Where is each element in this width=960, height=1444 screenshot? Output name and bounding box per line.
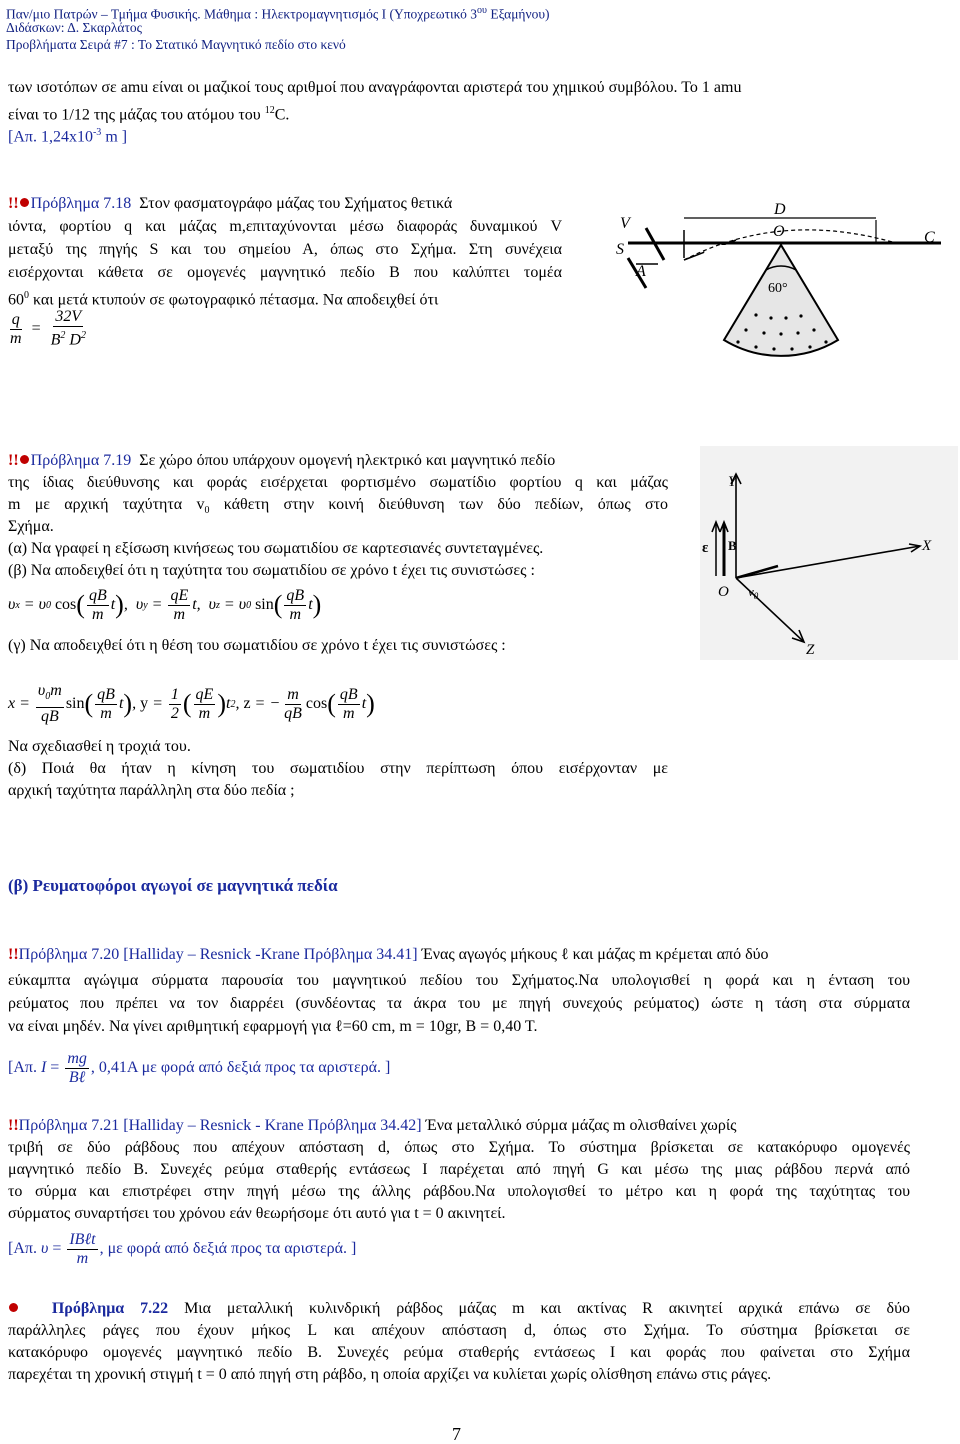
problem-7-19-line-4: Σχήμα.	[8, 518, 54, 535]
label-a: A	[636, 263, 646, 280]
bullet-icon	[20, 455, 29, 464]
section-b-heading: (β) Ρευματοφόροι αγωγοί σε μαγνητικά πεδία	[8, 876, 338, 895]
header-line-3: Προβλήματα Σειρά #7 : Το Στατικό Μαγνητικό πεδίο στο κενό	[6, 37, 346, 52]
label-d: D	[774, 201, 786, 218]
bullet-icon	[20, 198, 29, 207]
page-number: 7	[452, 1424, 461, 1444]
bullet-icon	[9, 1303, 18, 1312]
header-line-2: Διδάσκων: Δ. Σκαρλάτος	[6, 20, 143, 35]
problem-7-20-line-3: ρεύματος που πρέπει να τον διαρρέει (συνδέοντας τα άκρα του με πηγή συνεχούς ρεύματος) ώστε η τάση στα σύρματα	[8, 995, 910, 1012]
problem-7-21-line-4: το σύρμα και επιστρέφει στην πηγή μέσω της άλλης ράβδου.Να υπολογισθεί το μέτρο και η φορά της ταχύτητας του	[8, 1183, 910, 1200]
problem-7-21-answer: [Απ. υ = $\frac{\text{IBℓt}}{m}$ , με φορά από δεξιά προς τα αριστερά. ]	[8, 1230, 357, 1267]
problem-7-20-line-1: !!Πρόβλημα 7.20 [Halliday – Resnick -Krane Πρόβλημα 34.41] Ένας αγωγός μήκους ℓ και μάζας m κρέμεται από δύο	[8, 946, 769, 963]
problem-7-18-line-5: $60^0$ και μετά κτυπούν σε φωτογραφικό πέτασμα. Να αποδειχθεί ότι	[8, 290, 439, 309]
problem-7-20-line-2: εύκαμπτα αγώγιμα σύρματα παρουσία του μαγνητικού πεδίου του Σχήματος.Να υπολογισθεί η φορά και η ένταση του	[8, 972, 910, 989]
label-v0: $v_0$	[748, 584, 759, 601]
label-x: X	[922, 538, 932, 554]
problem-7-20-answer: [Απ. I = $\frac{mg}{\text{Bℓ}}$ , 0,41Α με φορά από δεξιά προς τα αριστερά. ]	[8, 1049, 391, 1086]
problem-7-19-title: Πρόβλημα 7.19	[30, 452, 132, 469]
problem-7-18-line-4: εισέρχονται κάθετα σε ομογενές μαγνητικό πεδίο Β που καλύπτει τομέα	[8, 264, 562, 281]
header-line-1: Παν/μιο Πατρών – Τμήμα Φυσικής. Μάθημα : Ηλεκτρομαγνητισμός Ι (Υποχρεωτικό $3^{o\upsilon}$ Εξαμήνου)	[6, 5, 550, 22]
problem-7-19-part-a: (α) Να γραφεί η εξίσωση κινήσεως του σωματιδίου σε καρτεσιανές συντεταγμένες.	[8, 540, 544, 557]
label-o: O	[773, 223, 785, 240]
intro-line-2: είναι το 1/12 της μάζας του ατόμου του $^{12}$C.	[8, 105, 290, 124]
formula-q-over-m: $\frac{q}{m}$ = $\frac{32V}{B^2 D^2}$	[10, 308, 86, 349]
problem-7-18-title: Πρόβλημα 7.18	[30, 195, 132, 212]
problem-7-21-line-5: σύρματος συναρτήσει του χρόνου εάν θεωρήσομε ότι αυτό για t = 0 ακινητεί.	[8, 1205, 506, 1222]
problem-7-19-line-3: m με αρχική ταχύτητα $v_0$ κάθετη στην κοινή διεύθυνση των δύο πεδίων, όπως στο	[8, 496, 668, 517]
problem-7-19-part-b: (β) Να αποδειχθεί ότι η ταχύτητα του σωματιδίου σε χρόνο t έχει τις συνιστώσες :	[8, 562, 535, 579]
problem-7-22-line-4: παρεχέται τη χρονική στιγμή t = 0 από πηγή στη ράβδο, η οποία αρχίζει να κυλίεται χωρίς ολίσθηση επάνω στις ράγες.	[8, 1366, 772, 1383]
axes-figure	[700, 446, 958, 660]
problem-7-21-line-3: μαγνητικό πεδίο Β. Συνεχές ρεύμα σταθερής εντάσεως I παρέχεται από πηγή G και μέσω της μιας ράβδου περνά από	[8, 1161, 910, 1178]
problem-7-19-part-d-1: (δ) Ποιά θα ήταν η κίνηση του σωματιδίου στην περίπτωση όπου εισέρχονταν με	[8, 760, 668, 777]
problem-7-22-line-2: παράλληλες ράγες που έχουν μήκος L και απέχουν απόσταση d, όπως στο Σχήμα. Το σύστημα βρίσκεται σε	[8, 1322, 910, 1339]
label-b-field: Β	[728, 538, 737, 553]
problem-7-18-line-1: !! Πρόβλημα 7.18 Στον φασματογράφο μάζας του Σχήματος θετικά	[8, 195, 453, 212]
problem-7-22-title: Πρόβλημα 7.22	[51, 1300, 169, 1317]
intro-answer: [Απ. $1,24x10^{-3}$ m ]	[8, 127, 128, 146]
label-y: Y	[728, 474, 737, 490]
problem-7-18-line-3: μεταξύ της πηγής S και του σημείου Α, όπως στο Σχήμα. Στη συνέχεια	[8, 241, 562, 258]
mass-spectrograph-figure	[606, 190, 958, 375]
problem-7-19-part-c: (γ) Να αποδειχθεί ότι η θέση του σωματιδίου σε χρόνο t έχει τις συνιστώσες :	[8, 637, 506, 654]
problem-7-21-line-2: τριβή σε δύο ράβδους που απέχουν απόσταση d, όπως στο Σχήμα. Το σύστημα βρίσκεται σε κατακόρυφο ομογενές	[8, 1139, 910, 1156]
problem-7-20-title: Πρόβλημα 7.20	[18, 946, 120, 963]
problem-7-19-trajectory: Να σχεδιασθεί η τροχιά του.	[8, 738, 191, 755]
label-o: O	[718, 584, 729, 600]
label-z: Z	[806, 642, 815, 658]
problem-7-19-line-1: !! Πρόβλημα 7.19 Σε χώρο όπου υπάρχουν ομογενή ηλεκτρικό και μαγνητικό πεδίο	[8, 452, 556, 469]
problem-7-21-line-1: !!Πρόβλημα 7.21 [Halliday – Resnick - Krane Πρόβλημα 34.42] Ένα μεταλλικό σύρμα μάζας m ολισθαίνει χωρίς	[8, 1117, 737, 1134]
problem-7-18-line-2: ιόντα, φορτίου q και μάζας m,επιταχύνονται μέσω διαφοράς δυναμικού V	[8, 218, 562, 235]
problem-7-21-title: Πρόβλημα 7.21	[18, 1117, 120, 1134]
position-components-formula: x = $\frac{\upsilon_0m}{qB}$ sin ( $\frac{qB}{m}$ t ) , y = $\frac{1}{2}$ ( $\frac{qE}{m}$ ) t 2 , z = − $\frac{m}{qB}$ cos ( $\frac{qB}{m}$ t )	[8, 682, 375, 725]
label-s: S	[616, 241, 624, 258]
problem-7-22-line-1: Πρόβλημα 7.22 Μια μεταλλική κυλινδρική ράβδος μάζας m και ακτίνας R ακινητεί αρχικά επάνω σε δύο	[8, 1299, 910, 1319]
problem-7-19-line-2: της ίδιας διεύθυνσης και φοράς εισέρχεται φορτισμένο σωματίδιο φορτίου q και μάζας	[8, 474, 668, 491]
label-v: V	[620, 215, 630, 232]
label-c: C	[924, 229, 935, 246]
label-angle: 60°	[768, 281, 788, 296]
problem-7-20-line-4: να είναι μηδέν. Να γίνει αριθμητική εφαρμογή για ℓ=60 cm, m = 10gr, B = 0,40 T.	[8, 1018, 538, 1035]
problem-7-22-line-3: κατακόρυφο ομογενές μαγνητικό πεδίο Β. Συνεχές ρεύμα σταθερής εντάσεως I και φοράς που φαίνεται στο Σχήμα	[8, 1344, 910, 1361]
intro-line-1: των ισοτόπων σε amu είναι οι μαζικοί τους αριθμοί που αναγράφονται αριστερά του χημικού συμβόλου. Το 1 amu	[8, 79, 742, 96]
velocity-components-formula: υ x = υ 0 cos ( $\frac{qB}{m}$ t ) , υ y = $\frac{qE}{m}$ t , υ z = υ 0 sin ( $\frac{qB}{m}$ t )	[8, 586, 322, 623]
problem-7-19-part-d-2: αρχική ταχύτητα παράλληλη στα δύο πεδία ;	[8, 782, 295, 799]
label-e-field: ε	[702, 540, 709, 556]
